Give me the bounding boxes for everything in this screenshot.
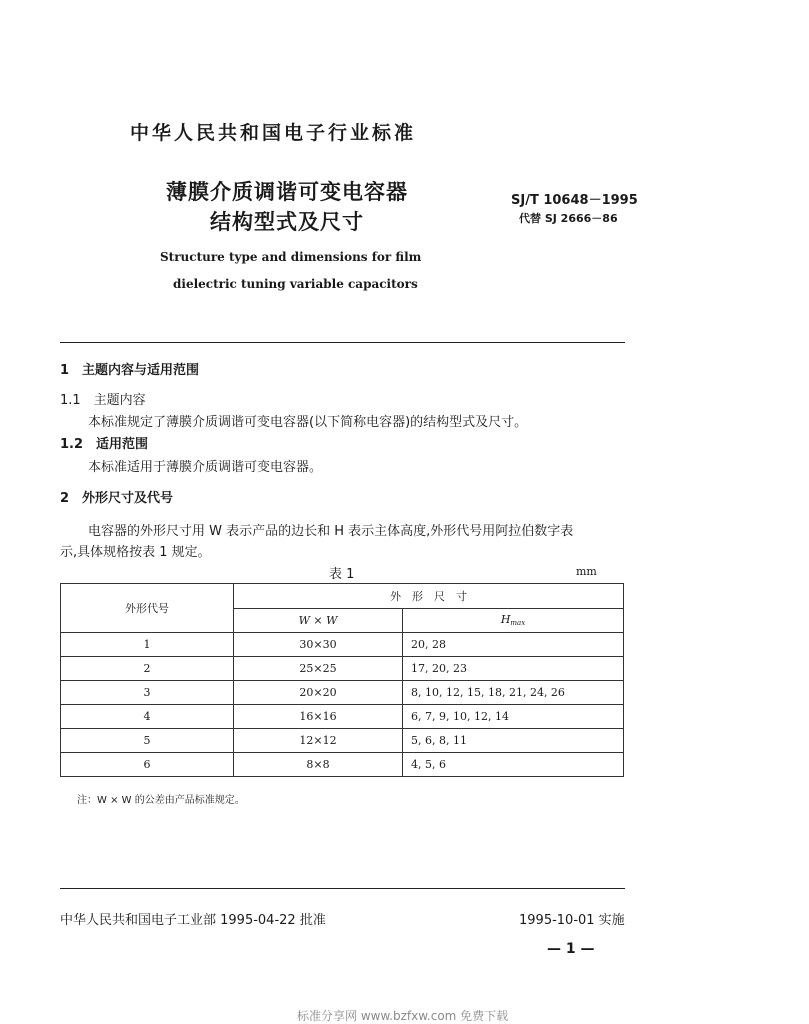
cell-w: 8×8 xyxy=(234,753,403,777)
cell-h: 17, 20, 23 xyxy=(403,657,624,681)
title-line-1: 薄膜介质调谐可变电容器 xyxy=(166,180,408,204)
cell-h: 4, 5, 6 xyxy=(403,753,624,777)
header-h xyxy=(403,608,624,633)
cell-w: 25×25 xyxy=(234,657,403,681)
cell-code: 6 xyxy=(61,753,234,777)
table-row xyxy=(61,729,624,753)
cell-w: 16×16 xyxy=(234,705,403,729)
header-dimensions: 外 形 尺 寸 xyxy=(234,584,624,609)
cell-w: 20×20 xyxy=(234,681,403,705)
cell-code: 3 xyxy=(61,681,234,705)
table-unit: mm xyxy=(576,565,597,578)
table-row xyxy=(61,681,624,705)
cell-h: 6, 7, 9, 10, 12, 14 xyxy=(403,705,624,729)
section-2-heading: 2 外形尺寸及代号 xyxy=(60,491,174,506)
table-header-row xyxy=(61,584,624,609)
issuing-organization: 中华人民共和国电子行业标准 xyxy=(130,122,417,144)
table-row xyxy=(61,705,624,729)
table-row xyxy=(61,633,624,657)
section-1-1-text: 本标准规定了薄膜介质调谐可变电容器(以下简称电容器)的结构型式及尺寸。 xyxy=(88,415,528,430)
watermark-text: 标准分享网 www.bzfxw.com 免费下载 xyxy=(297,1009,509,1023)
approval-line: 中华人民共和国电子工业部 1995-04-22 批准 xyxy=(60,913,326,928)
table-row xyxy=(61,657,624,681)
english-title-line-1: Structure type and dimensions for film xyxy=(160,250,422,264)
section-2-para-line-1: 电容器的外形尺寸用 W 表示产品的边长和 H 表示主体高度,外形代号用阿拉伯数字表 xyxy=(88,524,574,539)
header-code: 外形代号 xyxy=(61,584,234,633)
standard-number: SJ/T 10648－1995 xyxy=(511,193,638,208)
section-2-para-line-2: 示,具体规格按表 1 规定。 xyxy=(60,545,211,560)
cell-w: 30×30 xyxy=(234,633,403,657)
section-1-2-heading: 1.2 适用范围 xyxy=(60,437,149,452)
cell-h: 20, 28 xyxy=(403,633,624,657)
title-line-2: 结构型式及尺寸 xyxy=(210,210,364,234)
english-title-line-2: dielectric tuning variable capacitors xyxy=(173,277,418,291)
cell-w: 12×12 xyxy=(234,729,403,753)
replaces-standard: 代替 SJ 2666－86 xyxy=(519,212,618,225)
header-h-subscript: max xyxy=(510,619,526,628)
page-number: — 1 — xyxy=(547,941,595,957)
implementation-date: 1995-10-01 实施 xyxy=(519,913,625,928)
table-caption: 表 1 xyxy=(329,567,355,582)
footer-divider xyxy=(60,888,625,889)
cell-code: 5 xyxy=(61,729,234,753)
dimensions-table xyxy=(60,583,624,777)
cell-code: 2 xyxy=(61,657,234,681)
cell-code: 1 xyxy=(61,633,234,657)
header-w: W × W xyxy=(234,608,403,633)
table-note: 注：W × W 的公差由产品标准规定。 xyxy=(77,795,245,806)
cell-h: 8, 10, 12, 15, 18, 21, 24, 26 xyxy=(403,681,624,705)
section-1-2-text: 本标准适用于薄膜介质调谐可变电容器。 xyxy=(88,460,323,475)
cell-code: 4 xyxy=(61,705,234,729)
cell-h: 5, 6, 8, 11 xyxy=(403,729,624,753)
header-h-symbol: H xyxy=(500,613,511,627)
table-row xyxy=(61,753,624,777)
section-1-heading: 1 主题内容与适用范围 xyxy=(60,363,200,378)
section-1-1-heading: 1.1 主题内容 xyxy=(60,393,146,408)
header-divider xyxy=(60,342,625,343)
